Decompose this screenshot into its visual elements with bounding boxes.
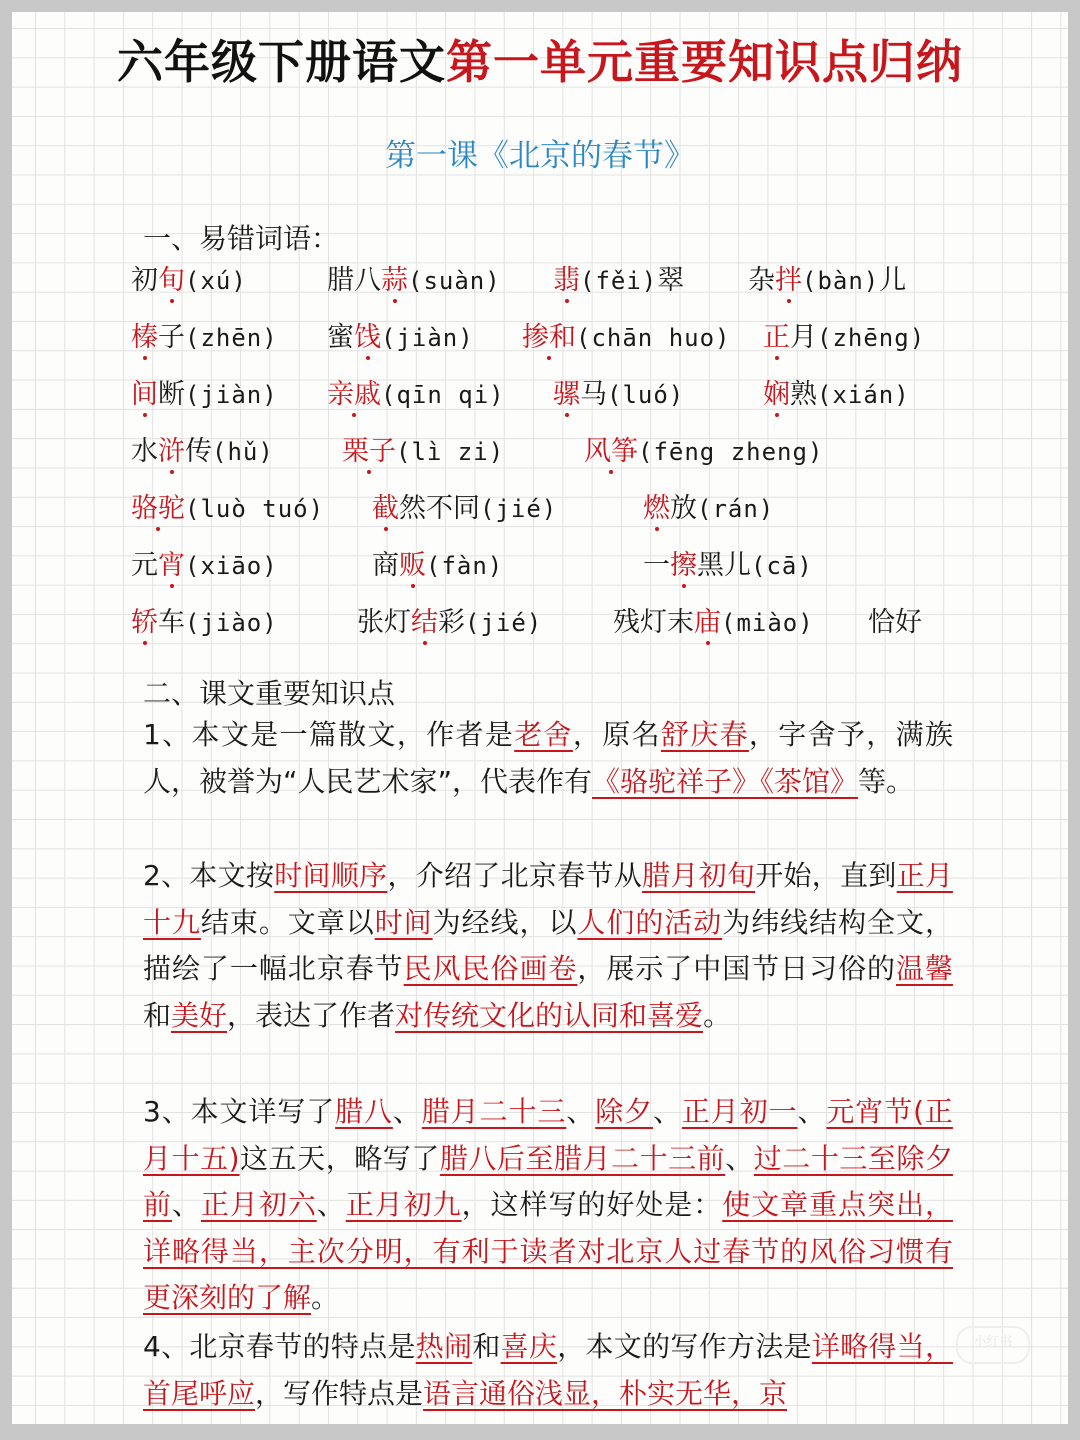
vocab-word — [327, 258, 501, 297]
vocab-word — [868, 600, 922, 639]
knowledge-point-2 — [143, 853, 953, 1039]
key-term: 温馨 — [896, 952, 953, 985]
body-text: 这五天，略写了 — [239, 1141, 440, 1175]
vocab-word — [131, 315, 278, 354]
vocab-py: (jiàn) — [381, 324, 474, 352]
body-text: ，字舍予，满族人，被誉为“人民艺术家”，代表作有 — [143, 718, 953, 798]
vocab-py: (bàn) — [802, 267, 880, 295]
key-term: 腊八后至腊月二十三前 — [439, 1141, 726, 1175]
vocab-word — [131, 429, 274, 468]
body-text: 、 — [725, 1141, 754, 1175]
body-text: ，原名 — [572, 718, 661, 751]
body-text: ，写作特点是 — [255, 1376, 424, 1410]
vocab-py: (xú) — [185, 267, 247, 295]
vocab-em: 浒 — [158, 436, 185, 467]
body-text: 3、本文详写了 — [143, 1095, 336, 1128]
vocab-py: (fàn) — [426, 552, 504, 580]
body-text: ，表达了作者 — [227, 998, 396, 1032]
vocab-pre: 一 — [643, 550, 670, 581]
key-term: 对传统文化的认同和喜爱 — [395, 998, 704, 1032]
body-text: 结束。文章以 — [200, 905, 375, 939]
vocab-word — [643, 543, 813, 582]
key-term: 元宵节(正月十五) — [143, 1095, 953, 1175]
vocab-em: 宵 — [158, 550, 185, 581]
vocab-em: 风筝 — [584, 436, 638, 467]
vocab-py: (suàn) — [408, 267, 501, 295]
vocab-post: 然不同 — [399, 493, 480, 524]
vocab-py: (luò tuó) — [185, 495, 325, 523]
body-text: 。 — [703, 998, 732, 1032]
body-text: 为纬线结构全文，描绘了一幅北京春节 — [143, 905, 953, 985]
body-text: 2、本文按 — [143, 859, 275, 892]
vocab-py: (rán) — [697, 495, 775, 523]
vocab-word — [327, 372, 505, 411]
lesson-title: 第一课《北京的春节》 — [385, 138, 695, 174]
vocab-pre: 商 — [372, 550, 399, 581]
vocab-word — [763, 372, 910, 411]
vocab-pre: 杂 — [748, 265, 775, 296]
body-text: 。 — [311, 1281, 340, 1314]
vocab-word — [131, 543, 278, 582]
vocab-em: 骆驼 — [131, 493, 185, 524]
body-text: 、 — [566, 1095, 596, 1128]
vocab-post: 黑儿 — [697, 550, 751, 581]
vocab-post: 子 — [158, 322, 185, 353]
body-text: ，展示了中国节日习俗的 — [577, 952, 896, 985]
vocab-em: 庙 — [694, 607, 721, 638]
vocab-em: 正 — [763, 322, 790, 353]
page-title — [12, 26, 1068, 92]
vocab-py: (cā) — [751, 552, 813, 580]
vocab-em: 燃 — [643, 493, 670, 524]
key-term: 正月十九 — [143, 859, 953, 939]
vocab-em: 饯 — [354, 322, 381, 353]
key-term: 美好 — [171, 998, 228, 1032]
vocab-pre: 水 — [131, 436, 158, 467]
vocab-pre: 蜜 — [327, 322, 354, 353]
key-term: 人们的活动 — [577, 905, 723, 939]
vocab-word — [553, 372, 684, 411]
vocab-word — [643, 486, 774, 525]
key-term: 语言通俗浅显，朴实无华，京 — [423, 1376, 788, 1410]
vocab-py: (jiàn) — [185, 381, 278, 409]
vocab-em: 娴 — [763, 379, 790, 410]
vocab-py: (jié) — [465, 609, 543, 637]
vocab-post: 车 — [158, 607, 185, 638]
vocab-em: 掺和 — [522, 322, 576, 353]
knowledge-point-4 — [143, 1324, 953, 1417]
vocab-pre: 元 — [131, 550, 158, 581]
vocab-word — [372, 543, 503, 582]
body-text: 、 — [171, 1188, 201, 1221]
body-text: 、 — [316, 1188, 346, 1221]
vocab-pre: 腊八 — [327, 265, 381, 296]
vocab-word — [553, 258, 684, 297]
vocab-py: (jiào) — [185, 609, 278, 637]
section1-heading: 一、易错词语： — [143, 222, 340, 255]
vocab-pre: 张灯 — [357, 607, 411, 638]
vocab-post: 断 — [158, 379, 185, 410]
vocab-em: 轿 — [131, 607, 158, 638]
key-term: 腊八 — [335, 1095, 393, 1128]
body-text: ，本文的写作方法是 — [557, 1330, 812, 1363]
body-text: 4、北京春节的特点是 — [143, 1330, 416, 1363]
vocab-py: (fēng zheng) — [638, 438, 824, 466]
watermark-logo: 小红书 — [956, 1326, 1030, 1364]
vocab-em: 结 — [411, 607, 438, 638]
vocab-em: 翡 — [553, 265, 580, 296]
key-term: 老舍 — [514, 718, 573, 751]
title-red-part: 第一单元重要知识点归纳 — [446, 35, 963, 89]
key-term: 详略得当，首尾呼应 — [143, 1330, 953, 1410]
vocab-em: 贩 — [399, 550, 426, 581]
vocab-pre: 初 — [131, 265, 158, 296]
vocab-word — [613, 600, 814, 639]
key-term: 使文章重点突出，详略得当，主次分明，有利于读者对北京人过春节的风俗习惯有更深刻的了解 — [143, 1188, 953, 1314]
key-term: 正月初一 — [681, 1095, 798, 1128]
vocab-em: 截 — [372, 493, 399, 524]
key-term: 时间 — [374, 905, 433, 939]
vocab-em: 亲戚 — [327, 379, 381, 410]
vocab-post: 月 — [790, 322, 817, 353]
vocab-em: 擦 — [670, 550, 697, 581]
vocab-pre: 恰好 — [868, 607, 922, 638]
vocab-py: (hǔ) — [212, 438, 274, 466]
vocab-py: (zhēng) — [817, 324, 926, 352]
vocab-em: 榛 — [131, 322, 158, 353]
vocab-word — [131, 486, 324, 525]
body-text: 、 — [392, 1095, 422, 1128]
vocab-word — [584, 429, 823, 468]
vocab-py: (chān huo) — [576, 324, 731, 352]
body-text: 和 — [143, 998, 172, 1032]
vocab-py: (xián) — [817, 381, 910, 409]
body-text: 1、本文是一篇散文，作者是 — [143, 718, 515, 751]
vocab-py: (qīn qi) — [381, 381, 505, 409]
vocab-em: 栗子 — [342, 436, 396, 467]
vocab-em: 旬 — [158, 265, 185, 296]
key-term: 喜庆 — [500, 1330, 558, 1363]
notes-page — [12, 12, 1068, 1424]
vocab-post: 传 — [185, 436, 212, 467]
vocab-post: 放 — [670, 493, 697, 524]
body-text: ，介绍了北京春节从 — [387, 859, 643, 892]
body-text: 、 — [653, 1095, 682, 1128]
vocab-py: (xiāo) — [185, 552, 278, 580]
vocab-em: 间 — [131, 379, 158, 410]
key-term: 时间顺序 — [274, 859, 388, 892]
key-term: 民风民俗画卷 — [403, 952, 578, 985]
body-text: 等。 — [858, 764, 915, 798]
vocab-word — [372, 486, 557, 525]
vocab-word — [522, 315, 731, 354]
key-term: 舒庆春 — [660, 718, 749, 751]
body-text: 、 — [797, 1095, 827, 1128]
key-term: 腊月初旬 — [642, 859, 756, 892]
vocab-word — [131, 372, 278, 411]
vocab-post: 马 — [580, 379, 607, 410]
vocab-py: (luó) — [607, 381, 685, 409]
vocab-pre: 残灯末 — [613, 607, 694, 638]
knowledge-point-3 — [143, 1089, 953, 1322]
vocab-py: (lì zi) — [396, 438, 505, 466]
body-text: 为经线，以 — [432, 905, 578, 939]
title-black-part: 六年级下册语文 — [117, 35, 446, 89]
vocab-word — [131, 600, 278, 639]
section2-heading: 二、课文重要知识点 — [143, 677, 396, 710]
vocab-tail: 翠 — [657, 265, 685, 296]
vocab-word — [763, 315, 925, 354]
key-term: 正月初六 — [200, 1188, 317, 1221]
vocab-post: 熟 — [790, 379, 817, 410]
vocab-word — [357, 600, 542, 639]
body-text: 开始，直到 — [755, 859, 897, 892]
vocab-word — [131, 258, 247, 297]
key-term: 腊月二十三 — [421, 1095, 567, 1128]
body-text: 和 — [472, 1330, 501, 1363]
vocab-word — [748, 258, 906, 297]
key-term: 过二十三至除夕前 — [143, 1141, 953, 1221]
vocab-em: 拌 — [775, 265, 802, 296]
vocab-py: (jié) — [480, 495, 558, 523]
vocab-word — [327, 315, 474, 354]
body-text: ，这样写的好处是： — [461, 1188, 723, 1221]
vocab-py: (miào) — [721, 609, 814, 637]
knowledge-point-1 — [143, 712, 953, 805]
vocab-py: (fěi) — [580, 267, 658, 295]
key-term: 热闹 — [415, 1330, 473, 1363]
vocab-em: 蒜 — [381, 265, 408, 296]
vocab-word — [342, 429, 504, 468]
vocab-tail: 儿 — [879, 265, 907, 296]
vocab-post: 彩 — [438, 607, 465, 638]
key-term: 除夕 — [595, 1095, 653, 1128]
vocab-py: (zhēn) — [185, 324, 278, 352]
vocab-em: 骡 — [553, 379, 580, 410]
key-term: 正月初九 — [345, 1188, 462, 1221]
key-term: 《骆驼祥子》《茶馆》 — [592, 764, 859, 798]
